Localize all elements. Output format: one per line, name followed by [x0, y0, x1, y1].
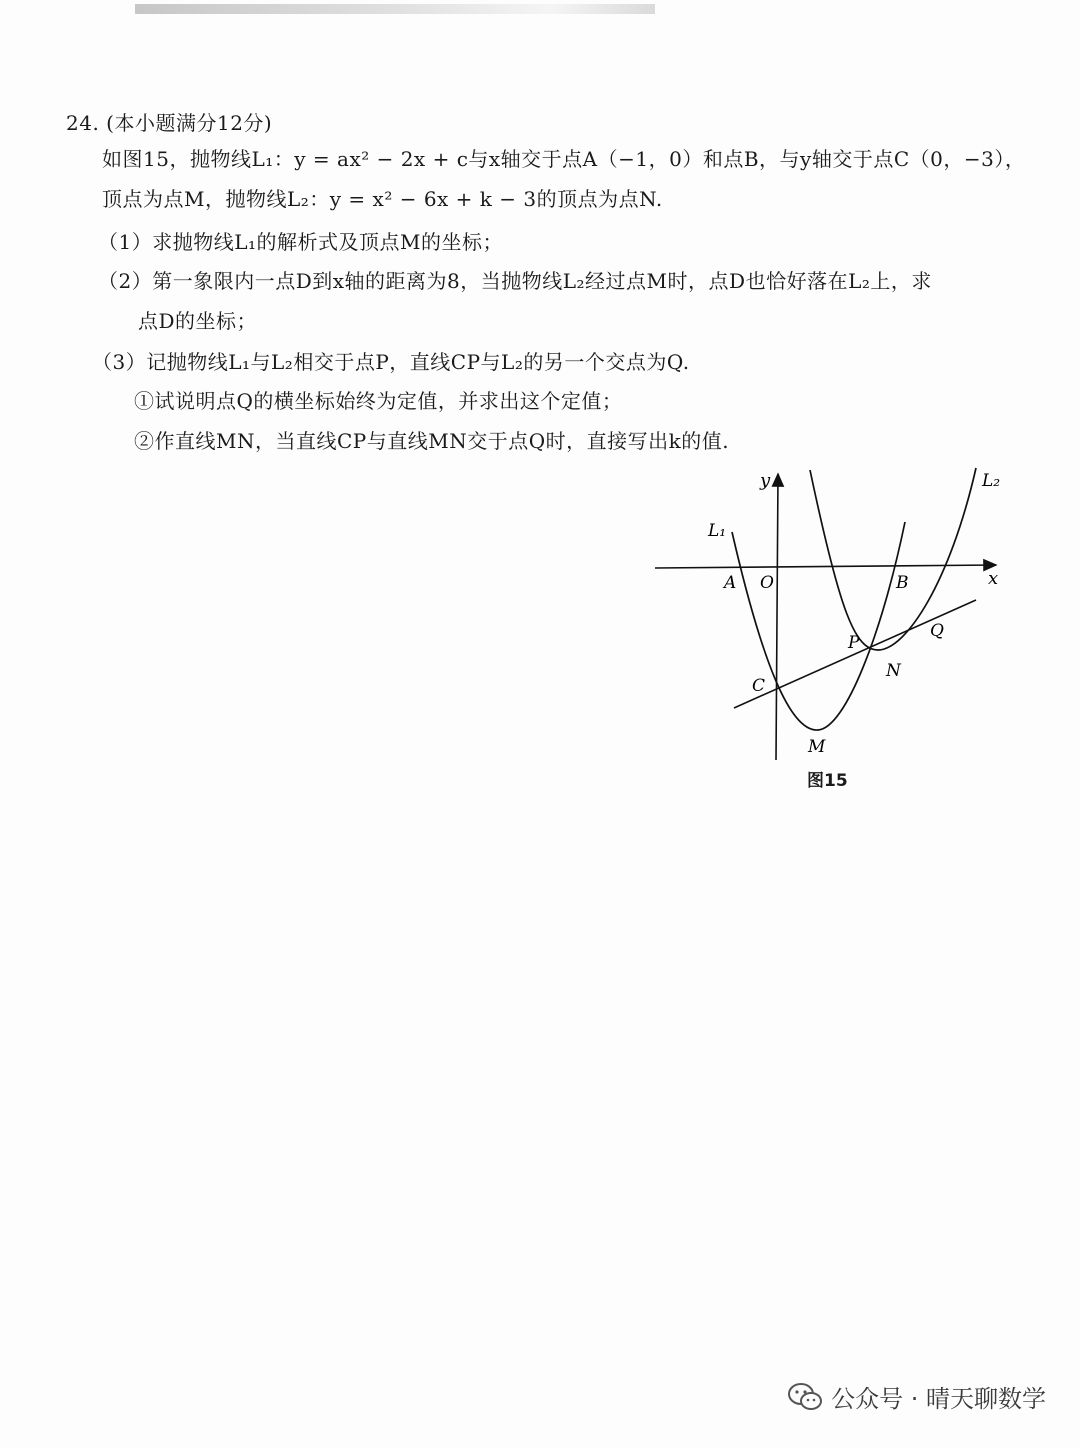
question-header: 24. (本小题满分12分)	[66, 111, 273, 135]
question-part-3-sub-1: ①试说明点Q的横坐标始终为定值，并求出这个定值；	[134, 389, 623, 413]
question-part-2-line-2: 点D的坐标；	[138, 309, 258, 333]
question-part-2-line-1: （2）第一象限内一点D到x轴的距离为8，当抛物线L₂经过点M时，点D也恰好落在L₂上，求	[98, 269, 932, 293]
label-y: y	[760, 470, 771, 491]
line-cp	[734, 600, 976, 708]
label-a: A	[724, 573, 737, 593]
label-x: x	[988, 568, 999, 589]
figure-caption: 图15	[807, 771, 848, 791]
parabola-l1	[732, 522, 905, 730]
watermark	[787, 1379, 1046, 1414]
label-n: N	[886, 661, 901, 681]
question-part-3-sub-2: ②作直线MN，当直线CP与直线MN交于点Q时，直接写出k的值.	[134, 429, 730, 453]
label-b: B	[896, 573, 909, 593]
figure-15	[650, 462, 1010, 802]
label-l1: L₁	[708, 521, 727, 541]
parabola-l2	[810, 468, 976, 650]
question-part-1: （1）求抛物线L₁的解析式及顶点M的坐标；	[98, 230, 504, 254]
parabola-diagram	[650, 462, 1010, 772]
watermark-text: 公众号 · 晴天聊数学	[831, 1385, 1046, 1413]
label-o: O	[760, 573, 774, 593]
scan-edge-shadow	[135, 4, 655, 14]
question-part-3: （3）记抛物线L₁与L₂相交于点P，直线CP与L₂的另一个交点为Q.	[92, 350, 690, 374]
question-intro-line-2: 顶点为点M，抛物线L₂：y = x² − 6x + k − 3的顶点为点N.	[102, 187, 663, 211]
y-axis	[776, 474, 778, 760]
wechat-icon	[787, 1382, 823, 1412]
label-q: Q	[930, 621, 944, 641]
label-c: C	[752, 676, 766, 696]
question-intro-line-1: 如图15，抛物线L₁：y = ax² − 2x + c与x轴交于点A（−1，0）和点B，与y轴交于点C（0，−3），	[102, 147, 1026, 171]
label-m: M	[808, 737, 826, 757]
label-l2: L₂	[982, 471, 1001, 491]
label-p: P	[848, 633, 860, 653]
